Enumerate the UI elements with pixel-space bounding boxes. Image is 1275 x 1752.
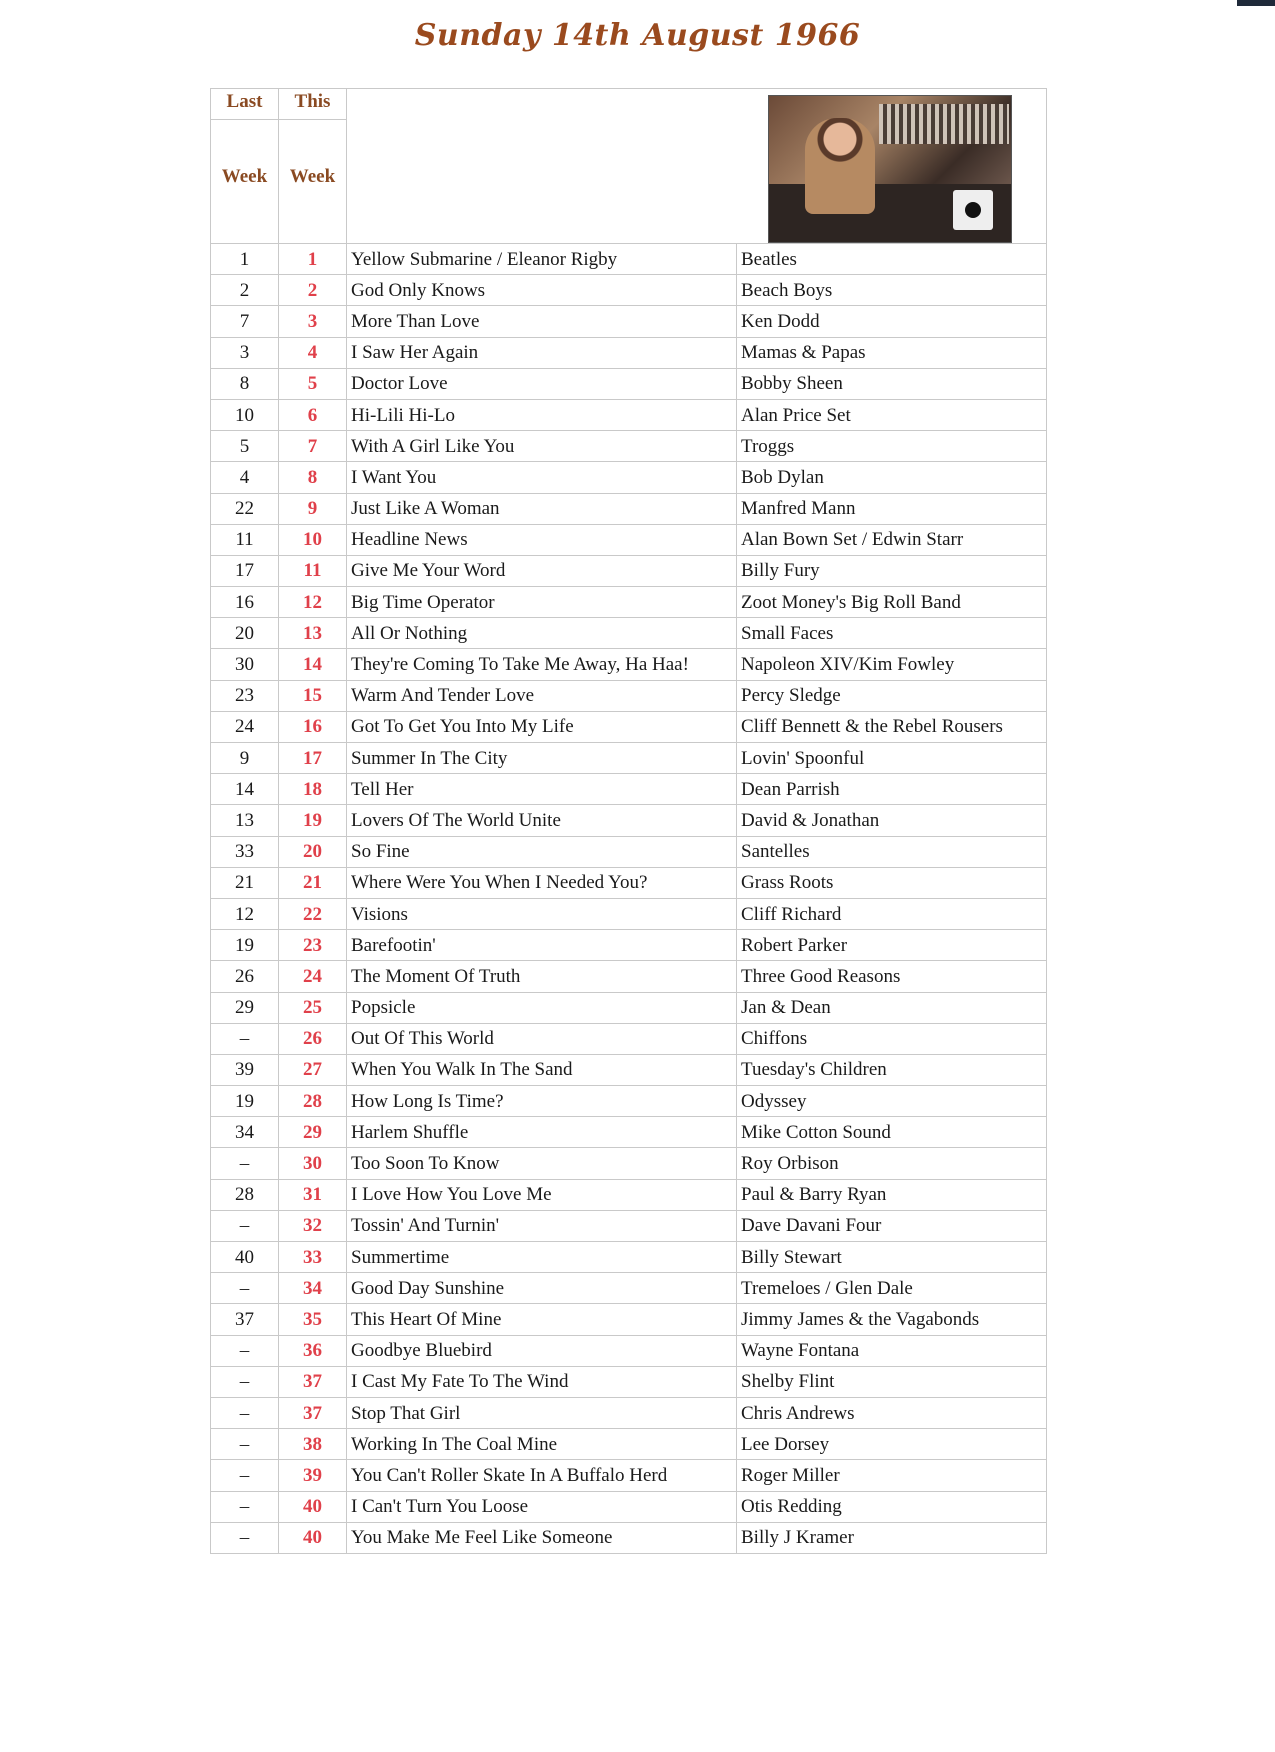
this-week-header [279, 89, 347, 244]
this-week-position: 38 [279, 1429, 347, 1460]
table-row [211, 1210, 1047, 1241]
last-week-position: 34 [211, 1117, 279, 1148]
artist-name: Odyssey [737, 1086, 1047, 1117]
last-week-position: 20 [211, 618, 279, 649]
last-week-position: – [211, 1397, 279, 1428]
song-title: Summertime [347, 1242, 737, 1273]
song-title: Headline News [347, 524, 737, 555]
table-row [211, 1117, 1047, 1148]
this-week-position: 30 [279, 1148, 347, 1179]
this-week-position: 19 [279, 805, 347, 836]
last-week-position: 11 [211, 524, 279, 555]
last-week-position: – [211, 1429, 279, 1460]
this-week-position: 37 [279, 1397, 347, 1428]
this-week-position: 27 [279, 1054, 347, 1085]
artist-name: Lovin' Spoonful [737, 743, 1047, 774]
artist-name: Santelles [737, 836, 1047, 867]
table-row [211, 711, 1047, 742]
table-row [211, 524, 1047, 555]
this-week-position: 24 [279, 961, 347, 992]
table-row [211, 431, 1047, 462]
artist-name: Tuesday's Children [737, 1054, 1047, 1085]
table-row [211, 898, 1047, 929]
this-week-position: 40 [279, 1491, 347, 1522]
artist-name: Percy Sledge [737, 680, 1047, 711]
last-week-position: 8 [211, 368, 279, 399]
this-week-position: 21 [279, 867, 347, 898]
song-title: When You Walk In The Sand [347, 1054, 737, 1085]
artist-name: Billy Fury [737, 555, 1047, 586]
song-title: Tell Her [347, 774, 737, 805]
this-week-position: 29 [279, 1117, 347, 1148]
last-week-position: 12 [211, 898, 279, 929]
song-title: This Heart Of Mine [347, 1304, 737, 1335]
song-title: Tossin' And Turnin' [347, 1210, 737, 1241]
song-title: Working In The Coal Mine [347, 1429, 737, 1460]
artist-name: Jan & Dean [737, 992, 1047, 1023]
artist-name: Beach Boys [737, 275, 1047, 306]
last-week-position: – [211, 1148, 279, 1179]
last-week-position: 17 [211, 555, 279, 586]
this-week-position: 36 [279, 1335, 347, 1366]
table-row [211, 368, 1047, 399]
artist-name: David & Jonathan [737, 805, 1047, 836]
song-title: Hi-Lili Hi-Lo [347, 399, 737, 430]
song-title: Big Time Operator [347, 587, 737, 618]
table-row [211, 680, 1047, 711]
last-week-header-bottom: Week [221, 166, 268, 187]
this-week-position: 23 [279, 930, 347, 961]
table-row [211, 1522, 1047, 1553]
this-week-position: 37 [279, 1366, 347, 1397]
this-week-position: 13 [279, 618, 347, 649]
artist-name: Napoleon XIV/Kim Fowley [737, 649, 1047, 680]
song-title: Summer In The City [347, 743, 737, 774]
last-week-position: 19 [211, 930, 279, 961]
this-week-position: 17 [279, 743, 347, 774]
last-week-position: 28 [211, 1179, 279, 1210]
song-title: Too Soon To Know [347, 1148, 737, 1179]
song-title: Popsicle [347, 992, 737, 1023]
photo-cell [347, 89, 1047, 244]
table-row [211, 774, 1047, 805]
this-week-position: 6 [279, 399, 347, 430]
last-week-position: 33 [211, 836, 279, 867]
this-week-position: 34 [279, 1273, 347, 1304]
dj-photo-icon [768, 95, 1012, 243]
last-week-position: – [211, 1491, 279, 1522]
table-row [211, 587, 1047, 618]
this-week-position: 18 [279, 774, 347, 805]
song-title: Doctor Love [347, 368, 737, 399]
song-title: So Fine [347, 836, 737, 867]
table-row [211, 992, 1047, 1023]
song-title: Harlem Shuffle [347, 1117, 737, 1148]
page-title: Sunday 14th August 1966 [414, 18, 861, 53]
song-title: Out Of This World [347, 1023, 737, 1054]
table-row [211, 930, 1047, 961]
last-week-position: 19 [211, 1086, 279, 1117]
table-row [211, 1273, 1047, 1304]
artist-name: Wayne Fontana [737, 1335, 1047, 1366]
song-title: I Cast My Fate To The Wind [347, 1366, 737, 1397]
artist-name: Zoot Money's Big Roll Band [737, 587, 1047, 618]
song-title: The Moment Of Truth [347, 961, 737, 992]
artist-name: Roger Miller [737, 1460, 1047, 1491]
table-row [211, 275, 1047, 306]
artist-name: Tremeloes / Glen Dale [737, 1273, 1047, 1304]
this-week-position: 14 [279, 649, 347, 680]
song-title: Stop That Girl [347, 1397, 737, 1428]
last-week-position: 7 [211, 306, 279, 337]
song-title: Got To Get You Into My Life [347, 711, 737, 742]
last-week-position: 1 [211, 244, 279, 275]
this-week-position: 4 [279, 337, 347, 368]
song-title: All Or Nothing [347, 618, 737, 649]
this-week-position: 20 [279, 836, 347, 867]
this-week-position: 22 [279, 898, 347, 929]
header-row [211, 89, 1047, 244]
table-row [211, 306, 1047, 337]
this-week-position: 15 [279, 680, 347, 711]
artist-name: Robert Parker [737, 930, 1047, 961]
artist-name: Chris Andrews [737, 1397, 1047, 1428]
this-week-position: 32 [279, 1210, 347, 1241]
this-week-position: 3 [279, 306, 347, 337]
song-title: I Want You [347, 462, 737, 493]
song-title: With A Girl Like You [347, 431, 737, 462]
this-week-position: 1 [279, 244, 347, 275]
dj-figure [805, 118, 875, 214]
artist-name: Cliff Bennett & the Rebel Rousers [737, 711, 1047, 742]
this-week-position: 28 [279, 1086, 347, 1117]
last-week-position: – [211, 1366, 279, 1397]
artist-name: Small Faces [737, 618, 1047, 649]
last-week-position: 26 [211, 961, 279, 992]
last-week-position: – [211, 1522, 279, 1553]
last-week-position: – [211, 1210, 279, 1241]
table-row [211, 1491, 1047, 1522]
last-week-position: 29 [211, 992, 279, 1023]
this-week-position: 25 [279, 992, 347, 1023]
table-row [211, 493, 1047, 524]
song-title: I Saw Her Again [347, 337, 737, 368]
table-row [211, 961, 1047, 992]
chart-table [210, 88, 1047, 1554]
this-week-position: 12 [279, 587, 347, 618]
last-week-position: 13 [211, 805, 279, 836]
table-row [211, 1429, 1047, 1460]
table-row [211, 836, 1047, 867]
this-week-position: 2 [279, 275, 347, 306]
last-week-position: 40 [211, 1242, 279, 1273]
song-title: Goodbye Bluebird [347, 1335, 737, 1366]
this-week-position: 33 [279, 1242, 347, 1273]
table-row [211, 1397, 1047, 1428]
song-title: You Make Me Feel Like Someone [347, 1522, 737, 1553]
last-week-position: 21 [211, 867, 279, 898]
last-week-position: 30 [211, 649, 279, 680]
song-title: Yellow Submarine / Eleanor Rigby [347, 244, 737, 275]
record-shelf [879, 104, 1009, 144]
table-row [211, 1148, 1047, 1179]
table-row [211, 555, 1047, 586]
artist-name: Shelby Flint [737, 1366, 1047, 1397]
song-title: I Can't Turn You Loose [347, 1491, 737, 1522]
artist-name: Lee Dorsey [737, 1429, 1047, 1460]
song-title: How Long Is Time? [347, 1086, 737, 1117]
artist-name: Grass Roots [737, 867, 1047, 898]
this-week-position: 10 [279, 524, 347, 555]
song-title: Barefootin' [347, 930, 737, 961]
artist-name: Ken Dodd [737, 306, 1047, 337]
artist-name: Cliff Richard [737, 898, 1047, 929]
artist-name: Alan Price Set [737, 399, 1047, 430]
artist-name: Troggs [737, 431, 1047, 462]
table-row [211, 1054, 1047, 1085]
artist-name: Dean Parrish [737, 774, 1047, 805]
artist-name: Three Good Reasons [737, 961, 1047, 992]
this-week-position: 7 [279, 431, 347, 462]
table-row [211, 337, 1047, 368]
this-week-position: 5 [279, 368, 347, 399]
corner-mark [1237, 0, 1275, 6]
last-week-position: 10 [211, 399, 279, 430]
last-week-position: 2 [211, 275, 279, 306]
last-week-header [211, 89, 279, 244]
table-row [211, 1335, 1047, 1366]
this-week-position: 31 [279, 1179, 347, 1210]
table-row [211, 1023, 1047, 1054]
table-row [211, 867, 1047, 898]
artist-name: Otis Redding [737, 1491, 1047, 1522]
artist-name: Billy J Kramer [737, 1522, 1047, 1553]
song-title: Give Me Your Word [347, 555, 737, 586]
this-week-header-bottom: Week [289, 166, 336, 187]
table-row [211, 462, 1047, 493]
this-week-position: 11 [279, 555, 347, 586]
last-week-position: 23 [211, 680, 279, 711]
last-week-position: – [211, 1460, 279, 1491]
this-week-position: 40 [279, 1522, 347, 1553]
song-title: Just Like A Woman [347, 493, 737, 524]
last-week-position: 16 [211, 587, 279, 618]
artist-name: Beatles [737, 244, 1047, 275]
song-title: Lovers Of The World Unite [347, 805, 737, 836]
record-sleeve-icon [953, 190, 993, 230]
song-title: Visions [347, 898, 737, 929]
artist-name: Dave Davani Four [737, 1210, 1047, 1241]
table-row [211, 1179, 1047, 1210]
table-row [211, 1086, 1047, 1117]
artist-name: Manfred Mann [737, 493, 1047, 524]
song-title: I Love How You Love Me [347, 1179, 737, 1210]
song-title: Warm And Tender Love [347, 680, 737, 711]
artist-name: Billy Stewart [737, 1242, 1047, 1273]
this-week-position: 9 [279, 493, 347, 524]
table-row [211, 743, 1047, 774]
table-row [211, 1304, 1047, 1335]
table-row [211, 1242, 1047, 1273]
song-title: More Than Love [347, 306, 737, 337]
last-week-position: 14 [211, 774, 279, 805]
last-week-position: 39 [211, 1054, 279, 1085]
this-week-position: 35 [279, 1304, 347, 1335]
artist-name: Mamas & Papas [737, 337, 1047, 368]
table-row [211, 1460, 1047, 1491]
last-week-position: – [211, 1023, 279, 1054]
last-week-position: 22 [211, 493, 279, 524]
last-week-position: 37 [211, 1304, 279, 1335]
artist-name: Bobby Sheen [737, 368, 1047, 399]
artist-name: Paul & Barry Ryan [737, 1179, 1047, 1210]
this-week-position: 39 [279, 1460, 347, 1491]
this-week-position: 26 [279, 1023, 347, 1054]
artist-name: Roy Orbison [737, 1148, 1047, 1179]
last-week-header-top: Last [211, 89, 278, 120]
this-week-position: 8 [279, 462, 347, 493]
last-week-position: 24 [211, 711, 279, 742]
artist-name: Chiffons [737, 1023, 1047, 1054]
table-row [211, 649, 1047, 680]
table-row [211, 618, 1047, 649]
artist-name: Bob Dylan [737, 462, 1047, 493]
table-row [211, 399, 1047, 430]
song-title: They're Coming To Take Me Away, Ha Haa! [347, 649, 737, 680]
artist-name: Alan Bown Set / Edwin Starr [737, 524, 1047, 555]
this-week-header-top: This [279, 89, 346, 120]
last-week-position: 4 [211, 462, 279, 493]
artist-name: Mike Cotton Sound [737, 1117, 1047, 1148]
last-week-position: – [211, 1335, 279, 1366]
last-week-position: – [211, 1273, 279, 1304]
last-week-position: 5 [211, 431, 279, 462]
artist-name: Jimmy James & the Vagabonds [737, 1304, 1047, 1335]
table-row [211, 244, 1047, 275]
last-week-position: 3 [211, 337, 279, 368]
song-title: Good Day Sunshine [347, 1273, 737, 1304]
table-row [211, 1366, 1047, 1397]
last-week-position: 9 [211, 743, 279, 774]
table-row [211, 805, 1047, 836]
song-title: You Can't Roller Skate In A Buffalo Herd [347, 1460, 737, 1491]
song-title: Where Were You When I Needed You? [347, 867, 737, 898]
song-title: God Only Knows [347, 275, 737, 306]
this-week-position: 16 [279, 711, 347, 742]
